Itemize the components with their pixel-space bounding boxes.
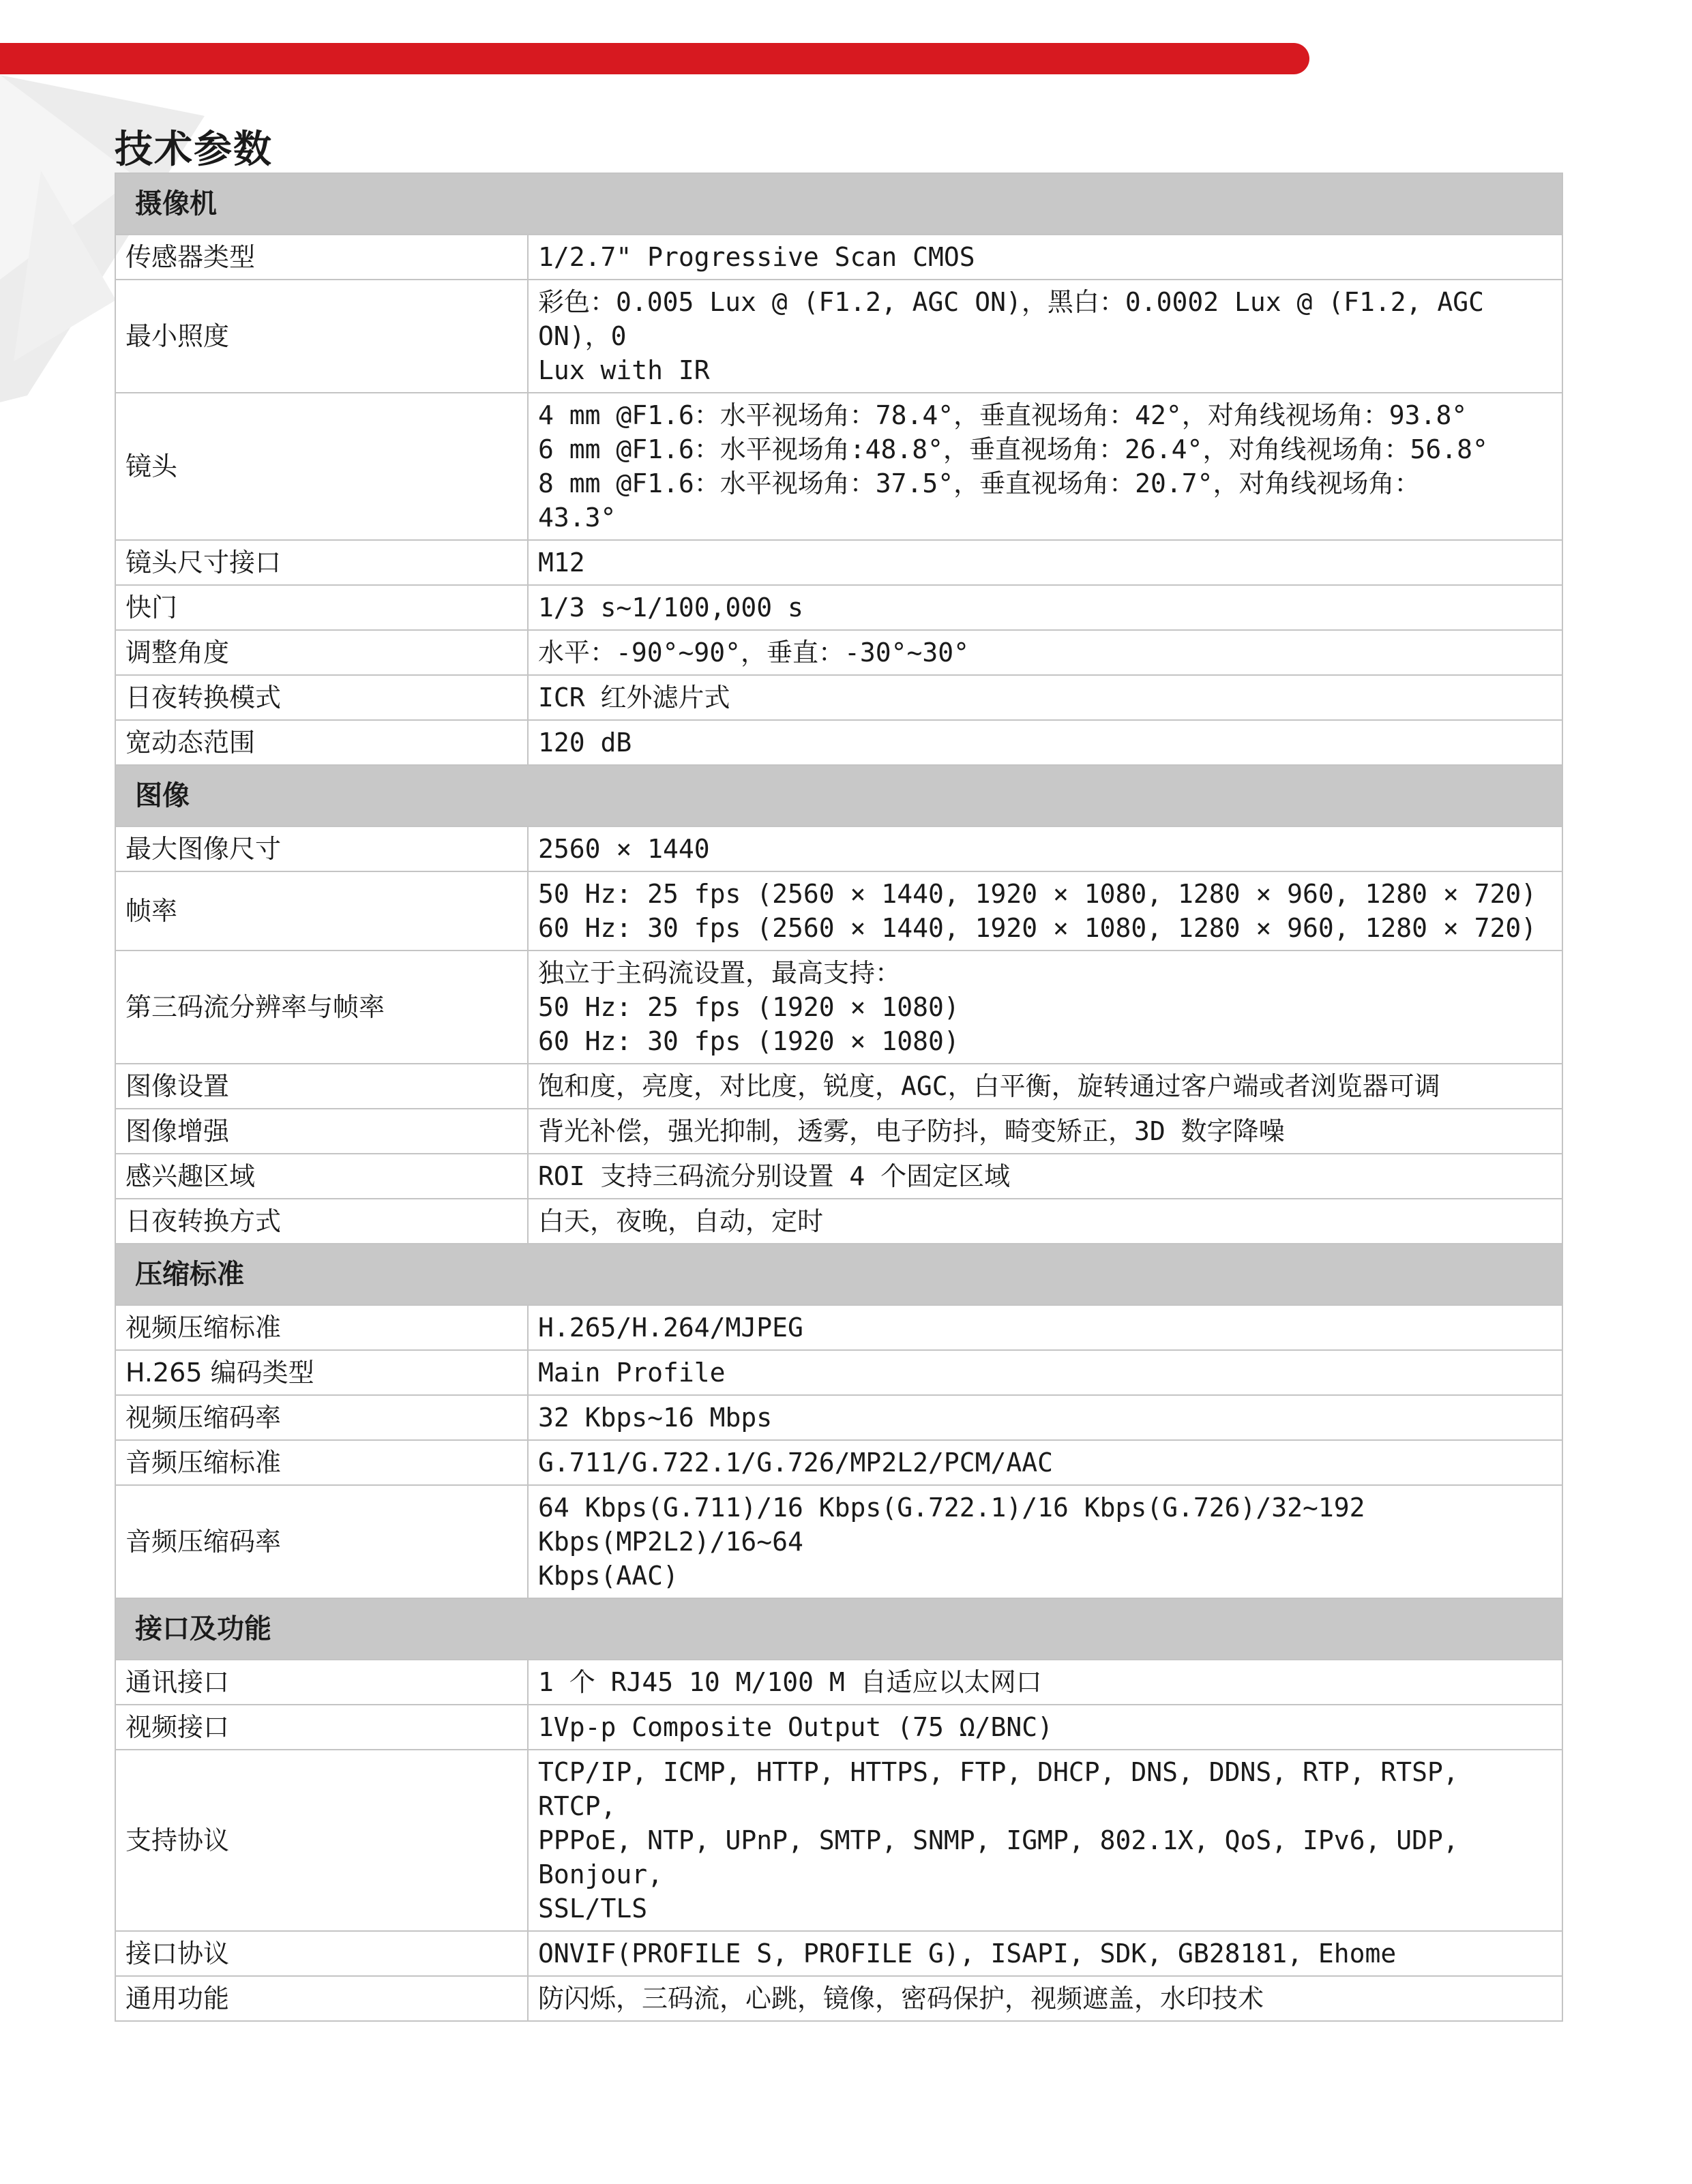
spec-label: 视频接口 bbox=[115, 1705, 528, 1750]
spec-label: 调整角度 bbox=[115, 630, 528, 675]
spec-value: 50 Hz: 25 fps (2560 × 1440, 1920 × 1080, 1280 × 960, 1280 × 720) 60 Hz: 30 fps (2560 × 1440, 1920 × 1080, 1280 × 960, 1280 × 720) bbox=[528, 871, 1562, 951]
spec-value: 120 dB bbox=[528, 720, 1562, 765]
section-title: 接口及功能 bbox=[115, 1598, 1562, 1660]
spec-value: 背光补偿，强光抑制，透雾，电子防抖，畸变矫正，3D 数字降噪 bbox=[528, 1109, 1562, 1154]
spec-label: 视频压缩码率 bbox=[115, 1395, 528, 1440]
spec-row bbox=[115, 585, 1562, 630]
spec-label: 帧率 bbox=[115, 871, 528, 951]
spec-label: 通讯接口 bbox=[115, 1660, 528, 1705]
spec-label: 镜头尺寸接口 bbox=[115, 540, 528, 585]
spec-value: 1Vp-p Composite Output (75 Ω/BNC) bbox=[528, 1705, 1562, 1750]
spec-value: 水平：-90°~90°，垂直：-30°~30° bbox=[528, 630, 1562, 675]
spec-label: H.265 编码类型 bbox=[115, 1350, 528, 1395]
spec-label: 通用功能 bbox=[115, 1976, 528, 2021]
spec-row bbox=[115, 1350, 1562, 1395]
spec-row bbox=[115, 1154, 1562, 1199]
spec-label: 日夜转换模式 bbox=[115, 675, 528, 720]
spec-label: 图像设置 bbox=[115, 1064, 528, 1109]
spec-row bbox=[115, 1976, 1562, 2021]
spec-row bbox=[115, 1109, 1562, 1154]
spec-row bbox=[115, 951, 1562, 1064]
spec-table bbox=[115, 173, 1563, 2022]
spec-row bbox=[115, 1705, 1562, 1750]
spec-row bbox=[115, 871, 1562, 951]
section-title: 压缩标准 bbox=[115, 1244, 1562, 1305]
spec-value: M12 bbox=[528, 540, 1562, 585]
spec-row bbox=[115, 1199, 1562, 1244]
spec-value: 彩色：0.005 Lux @ (F1.2, AGC ON)，黑白：0.0002 Lux @ (F1.2, AGC ON)，0 Lux with IR bbox=[528, 280, 1562, 393]
spec-row bbox=[115, 235, 1562, 280]
spec-label: 感兴趣区域 bbox=[115, 1154, 528, 1199]
spec-value: H.265/H.264/MJPEG bbox=[528, 1305, 1562, 1350]
spec-label: 日夜转换方式 bbox=[115, 1199, 528, 1244]
spec-row bbox=[115, 280, 1562, 393]
spec-label: 镜头 bbox=[115, 393, 528, 540]
spec-value: TCP/IP, ICMP, HTTP, HTTPS, FTP, DHCP, DNS, DDNS, RTP, RTSP, RTCP, PPPoE, NTP, UPnP, SMTP, SNMP, IGMP, 802.1X, QoS, IPv6, UDP, Bonjour, SSL/TLS bbox=[528, 1750, 1562, 1931]
spec-value: 防闪烁，三码流，心跳，镜像，密码保护，视频遮盖，水印技术 bbox=[528, 1976, 1562, 2021]
spec-row bbox=[115, 720, 1562, 765]
spec-value: Main Profile bbox=[528, 1350, 1562, 1395]
spec-label: 宽动态范围 bbox=[115, 720, 528, 765]
spec-value: 2560 × 1440 bbox=[528, 826, 1562, 871]
spec-row bbox=[115, 1750, 1562, 1931]
spec-value: 1 个 RJ45 10 M/100 M 自适应以太网口 bbox=[528, 1660, 1562, 1705]
spec-row bbox=[115, 1485, 1562, 1598]
spec-value: G.711/G.722.1/G.726/MP2L2/PCM/AAC bbox=[528, 1440, 1562, 1485]
spec-value: 32 Kbps~16 Mbps bbox=[528, 1395, 1562, 1440]
spec-label: 接口协议 bbox=[115, 1931, 528, 1976]
spec-label: 音频压缩码率 bbox=[115, 1485, 528, 1598]
spec-value: 1/2.7" Progressive Scan CMOS bbox=[528, 235, 1562, 280]
spec-label: 图像增强 bbox=[115, 1109, 528, 1154]
spec-row bbox=[115, 1931, 1562, 1976]
spec-label: 视频压缩标准 bbox=[115, 1305, 528, 1350]
section-title: 图像 bbox=[115, 765, 1562, 826]
spec-row bbox=[115, 1305, 1562, 1350]
spec-row bbox=[115, 826, 1562, 871]
spec-value: 64 Kbps(G.711)/16 Kbps(G.722.1)/16 Kbps(G.726)/32~192 Kbps(MP2L2)/16~64 Kbps(AAC) bbox=[528, 1485, 1562, 1598]
spec-value: 4 mm @F1.6：水平视场角：78.4°，垂直视场角：42°，对角线视场角：93.8° 6 mm @F1.6：水平视场角:48.8°，垂直视场角：26.4°，对角线视场角：56.8° 8 mm @F1.6：水平视场角：37.5°，垂直视场角：20.7°，对角线视场角： 43.3° bbox=[528, 393, 1562, 540]
spec-value: 1/3 s~1/100,000 s bbox=[528, 585, 1562, 630]
spec-row bbox=[115, 675, 1562, 720]
spec-value: 白天，夜晚，自动，定时 bbox=[528, 1199, 1562, 1244]
spec-value: 饱和度，亮度，对比度，锐度，AGC，白平衡，旋转通过客户端或者浏览器可调 bbox=[528, 1064, 1562, 1109]
top-accent-bar bbox=[0, 43, 1309, 74]
spec-value: ONVIF(PROFILE S, PROFILE G), ISAPI, SDK, GB28181, Ehome bbox=[528, 1931, 1562, 1976]
spec-value: ICR 红外滤片式 bbox=[528, 675, 1562, 720]
spec-row bbox=[115, 1395, 1562, 1440]
spec-row bbox=[115, 630, 1562, 675]
spec-label: 最小照度 bbox=[115, 280, 528, 393]
section-title: 摄像机 bbox=[115, 173, 1562, 235]
spec-label: 音频压缩标准 bbox=[115, 1440, 528, 1485]
spec-row bbox=[115, 393, 1562, 540]
spec-row bbox=[115, 1064, 1562, 1109]
spec-label: 传感器类型 bbox=[115, 235, 528, 280]
spec-value: ROI 支持三码流分别设置 4 个固定区域 bbox=[528, 1154, 1562, 1199]
section-header bbox=[115, 765, 1562, 826]
spec-row bbox=[115, 540, 1562, 585]
section-header bbox=[115, 1598, 1562, 1660]
spec-row bbox=[115, 1660, 1562, 1705]
spec-row bbox=[115, 1440, 1562, 1485]
spec-value: 独立于主码流设置，最高支持： 50 Hz: 25 fps (1920 × 1080) 60 Hz: 30 fps (1920 × 1080) bbox=[528, 951, 1562, 1064]
spec-label: 快门 bbox=[115, 585, 528, 630]
section-header bbox=[115, 1244, 1562, 1305]
spec-label: 第三码流分辨率与帧率 bbox=[115, 951, 528, 1064]
page-title: 技术参数 bbox=[115, 128, 273, 172]
section-header bbox=[115, 173, 1562, 235]
spec-label: 支持协议 bbox=[115, 1750, 528, 1931]
spec-label: 最大图像尺寸 bbox=[115, 826, 528, 871]
